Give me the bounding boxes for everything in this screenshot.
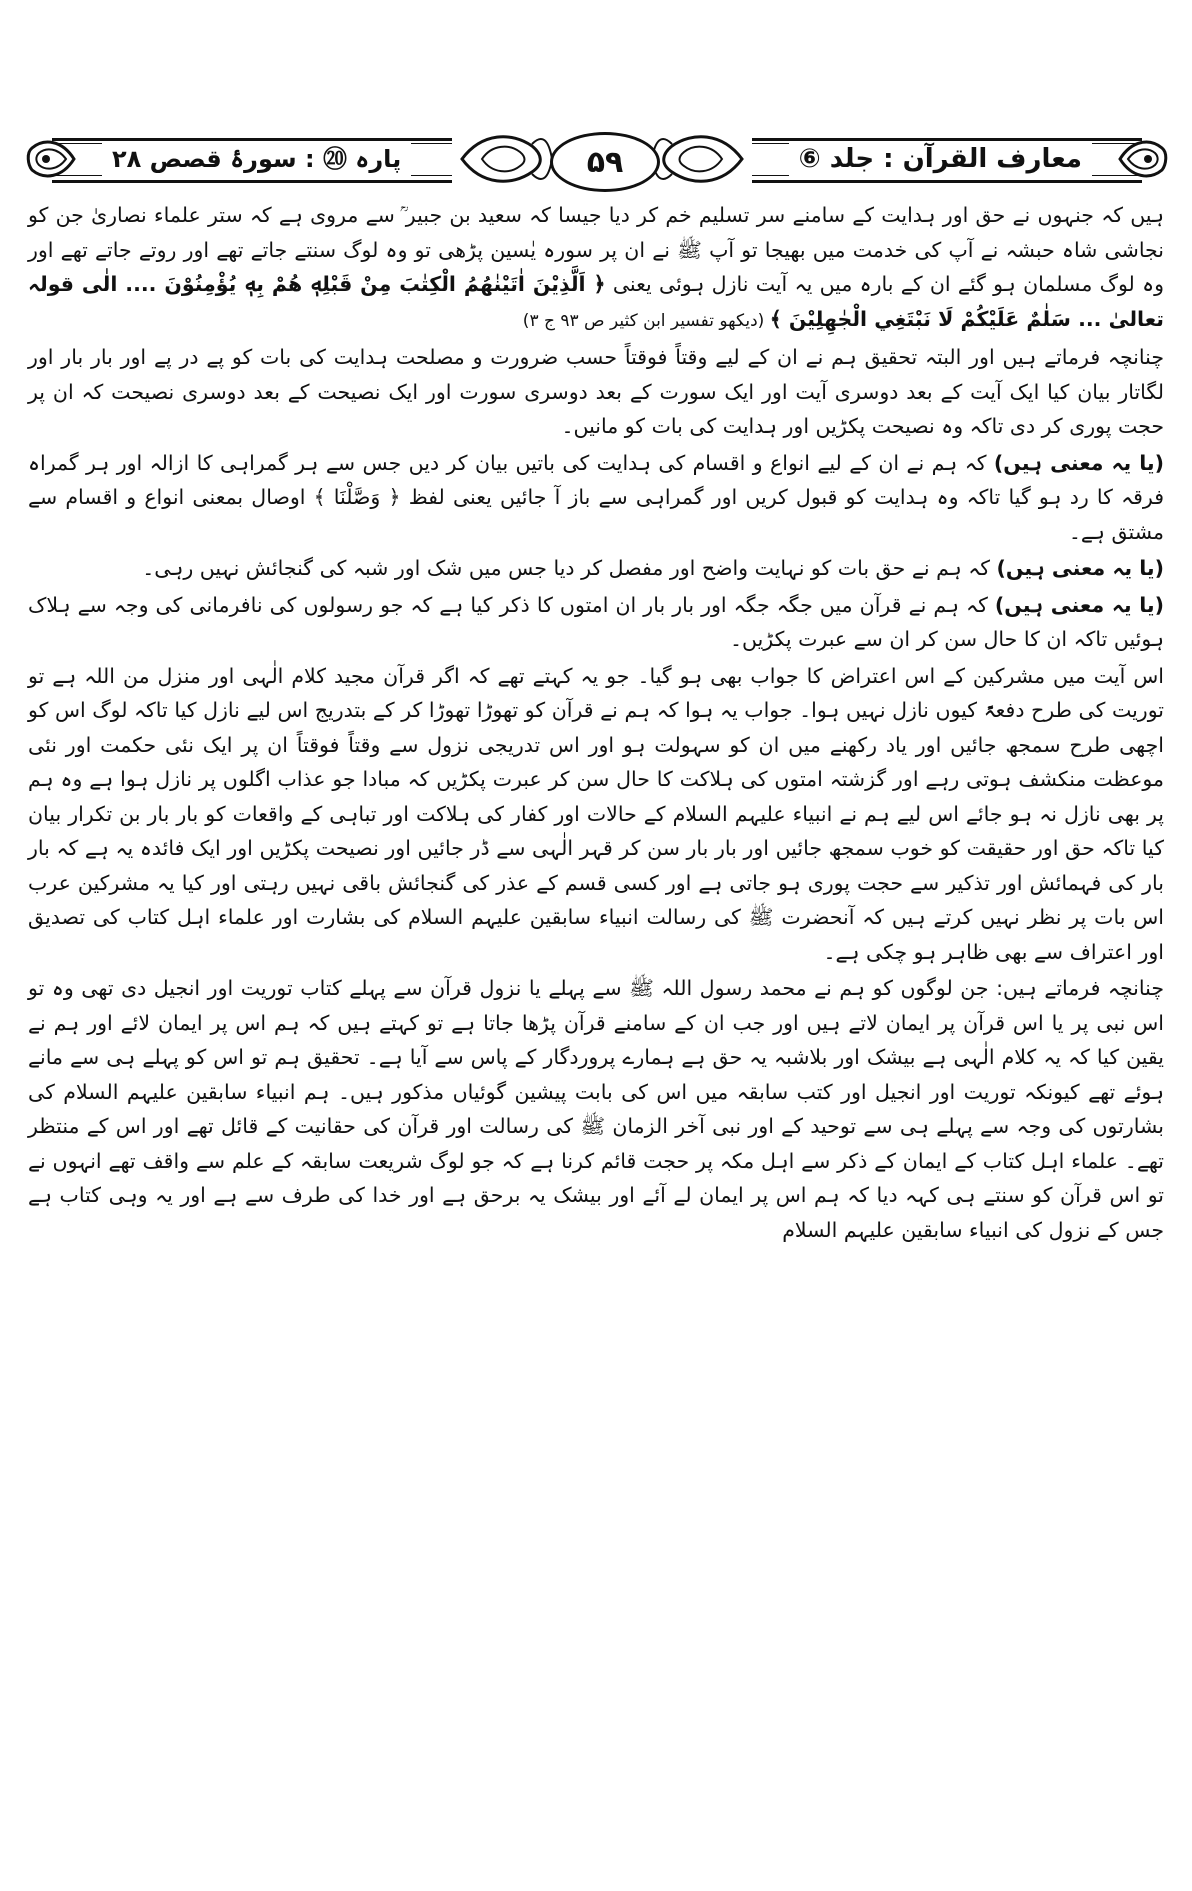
book-title: معارف القرآن : جلد ⑥ — [789, 142, 1092, 176]
paragraph-6 — [28, 659, 1164, 970]
paragraph-text: کہ ہم نے قرآن میں جگہ جگہ اور بار بار ان امتوں کا ذکر کیا ہے کہ جو رسولوں کی نافرمانی کی وجہ سے ہلاک ہوئیں تاکہ ان کا حال سن کر ان سے عبرت پکڑیں۔ — [28, 592, 1164, 651]
page-body — [28, 198, 1164, 1247]
paragraph-2 — [28, 340, 1164, 444]
page-header — [22, 124, 1172, 194]
ornament-right-icon — [1112, 130, 1172, 188]
meaning-heading: (یا یہ معنی ہیں) — [993, 450, 1164, 475]
citation: (دیکھو تفسیر ابن کثیر ص ۹۳ ج ۳) — [522, 310, 770, 331]
paragraph-4 — [28, 551, 1164, 586]
page-number: ۵۹ — [550, 132, 660, 192]
meaning-heading: (یا یہ معنی ہیں) — [996, 556, 1164, 580]
paragraph-3 — [28, 446, 1164, 550]
paragraph-text: ہیں کہ جنہوں نے حق اور ہدایت کے سامنے سر تسلیم خم کر دیا جیسا کہ سعید بن جبیر ؒ سے مروی ہے کہ ستر علماء نصاریٰ جن کو نجاشی شاہ حبشہ نے آپ کی خدمت میں بھیجا تو آپ ﷺ نے ان پر سورہ یٰسین پڑھی تو وہ لوگ سنتے جاتے تھے اور روتے جاتے تھے اور وہ لوگ مسلمان ہو گئے ان کے بارہ میں یہ آیت نازل ہوئی یعنی — [28, 203, 1164, 296]
paragraph-text: کہ ہم نے ان کے لیے انواع و اقسام کی ہدایت کی باتیں بیان کر دیں جس سے ہر گمراہی کا ازالہ اور ہر گمراہ فرقہ کا رد ہو گیا تاکہ وہ ہدایت کو قبول کریں اور گمراہی سے باز آ جائیں یعنی لفظ ﴿ وَصَّلْنَا ﴾ اوصال بمعنی انواع و اقسام سے مشتق ہے۔ — [28, 450, 1164, 544]
paragraph-text: چنانچہ فرماتے ہیں: جن لوگوں کو ہم نے محمد رسول اللہ ﷺ سے پہلے یا نزول قرآن سے پہلے کتاب توریت اور انجیل دی تھی وہ تو اس نبی پر یا اس قرآن پر ایمان لاتے ہیں اور جب ان کے سامنے قرآن پڑھا جاتا ہے تو کہتے ہیں کہ ہم اس پر ایمان لائے اور ہم نے یقین کیا کہ یہ کلام الٰہی ہے بیشک اور بلاشبہ یہ حق ہے ہمارے پروردگار کے پاس سے آیا ہے۔ تحقیق ہم تو اس کو پہلے ہی سے مانے ہوئے تھے کیونکہ توریت اور انجیل اور کتب سابقہ میں اس کی بابت پیشین گوئیاں مذکور ہیں۔ ہم انبیاء سابقین علیہم السلام کی بشارتوں کی وجہ سے پہلے ہی سے توحید کے اور نبی آخر الزمان ﷺ کی رسالت اور قرآن کی حقانیت کے قائل تھے اور اس کے منتظر تھے۔ علماء اہل کتاب کے ایمان کے ذکر سے اہل مکہ پر حجت قائم کرنا ہے کہ جو لوگ شریعت سابقہ کے علم سے واقف تھے انہوں نے تو اس قرآن کو سنتے ہی کہہ دیا کہ ہم اس پر ایمان لے آئے اور بیشک یہ برحق ہے اور خدا کی طرف سے ہے اور یہ وہی کتاب ہے جس کے نزول کی انبیاء سابقین علیہم السلام — [28, 976, 1164, 1242]
paragraph-text: چنانچہ فرماتے ہیں اور البتہ تحقیق ہم نے ان کے لیے وقتاً فوقتاً حسب ضرورت و مصلحت ہدایت کی بات کو پے در پے اور بار بار اور لگاتار بیان کیا ایک آیت کے بعد دوسری آیت اور ایک سورت کے بعد دوسری سورت اور ایک نصیحت کے بعد دوسری نصیحت کہ ان پر حجت پوری کر دی تاکہ وہ نصیحت پکڑیں اور ہدایت کی بات کو مانیں۔ — [28, 345, 1164, 438]
paragraph-7 — [28, 971, 1164, 1247]
paragraph-5 — [28, 588, 1164, 657]
meaning-heading: (یا یہ معنی ہیں) — [994, 592, 1164, 617]
quran-verse: ﴿ اَلَّذِيْنَ اٰتَيْنٰهُمُ الْكِتٰبَ مِنْ قَبْلِهٖ هُمْ بِهٖ يُؤْمِنُوْنَ .... الٰی قولہ تعالیٰ ... سَلٰمٌ عَلَيْكُمْ لَا نَبْتَغِي الْجٰهِلِيْنَ ﴾ — [28, 272, 1164, 331]
ornament-left-icon — [22, 130, 82, 188]
paragraph-text: اس آیت میں مشرکین کے اس اعتراض کا جواب بھی ہو گیا۔ جو یہ کہتے تھے کہ اگر قرآن مجید کلام الٰہی اور منزل من اللہ ہے تو توریت کی طرح دفعۃً کیوں نازل نہیں ہوا۔ جواب یہ ہوا کہ ہم نے قرآن کو تھوڑا تھوڑا کر کے بتدریج اس لیے نازل کیا تاکہ لوگ اس کو اچھی طرح سمجھ جائیں اور یاد رکھنے میں ان کو سہولت ہو اور اس تدریجی نزول سے وقتاً فوقتاً ان پر ایک نئی حکمت اور نئی موعظت منکشف ہوتی رہے اور گزشتہ امتوں کی ہلاکت کا حال سن کر عبرت پکڑیں کہ مبادا جو عذاب اگلوں پر نازل ہوا ہے وہ ہم پر بھی نازل نہ ہو جائے اس لیے ہم نے انبیاء علیہم السلام کے حالات اور کفار کی ہلاکت اور تباہی کے واقعات کو بار بار بن تکرار بیان کیا تاکہ حق اور حقیقت کو خوب سمجھ جائیں اور بار بار سن کر قہر الٰہی سے ڈر جائیں اور نصیحت پکڑیں اور ایک فائدہ یہ ہے کہ بار بار کی فہمائش اور تذکیر سے حجت پوری ہو جاتی ہے اور کسی قسم کے عذر کی گنجائش باقی نہیں رہتی اور کیا یہ مشرکین عرب اس بات پر نظر نہیں کرتے ہیں کہ آنحضرت ﷺ کی رسالت انبیاء سابقین علیہم السلام کی بشارت اور علماء اہل کتاب کی تصدیق اور اعتراف سے بھی ظاہر ہو چکی ہے۔ — [28, 663, 1164, 964]
paragraph-text: کہ ہم نے حق بات کو نہایت واضح اور مفصل کر دیا جس میں شک اور شبہ کی گنجائش نہیں رہی۔ — [142, 556, 997, 580]
paragraph-1 — [28, 198, 1164, 338]
surah-info: پارہ ⑳ : سورۂ قصص ۲۸ — [102, 142, 411, 176]
